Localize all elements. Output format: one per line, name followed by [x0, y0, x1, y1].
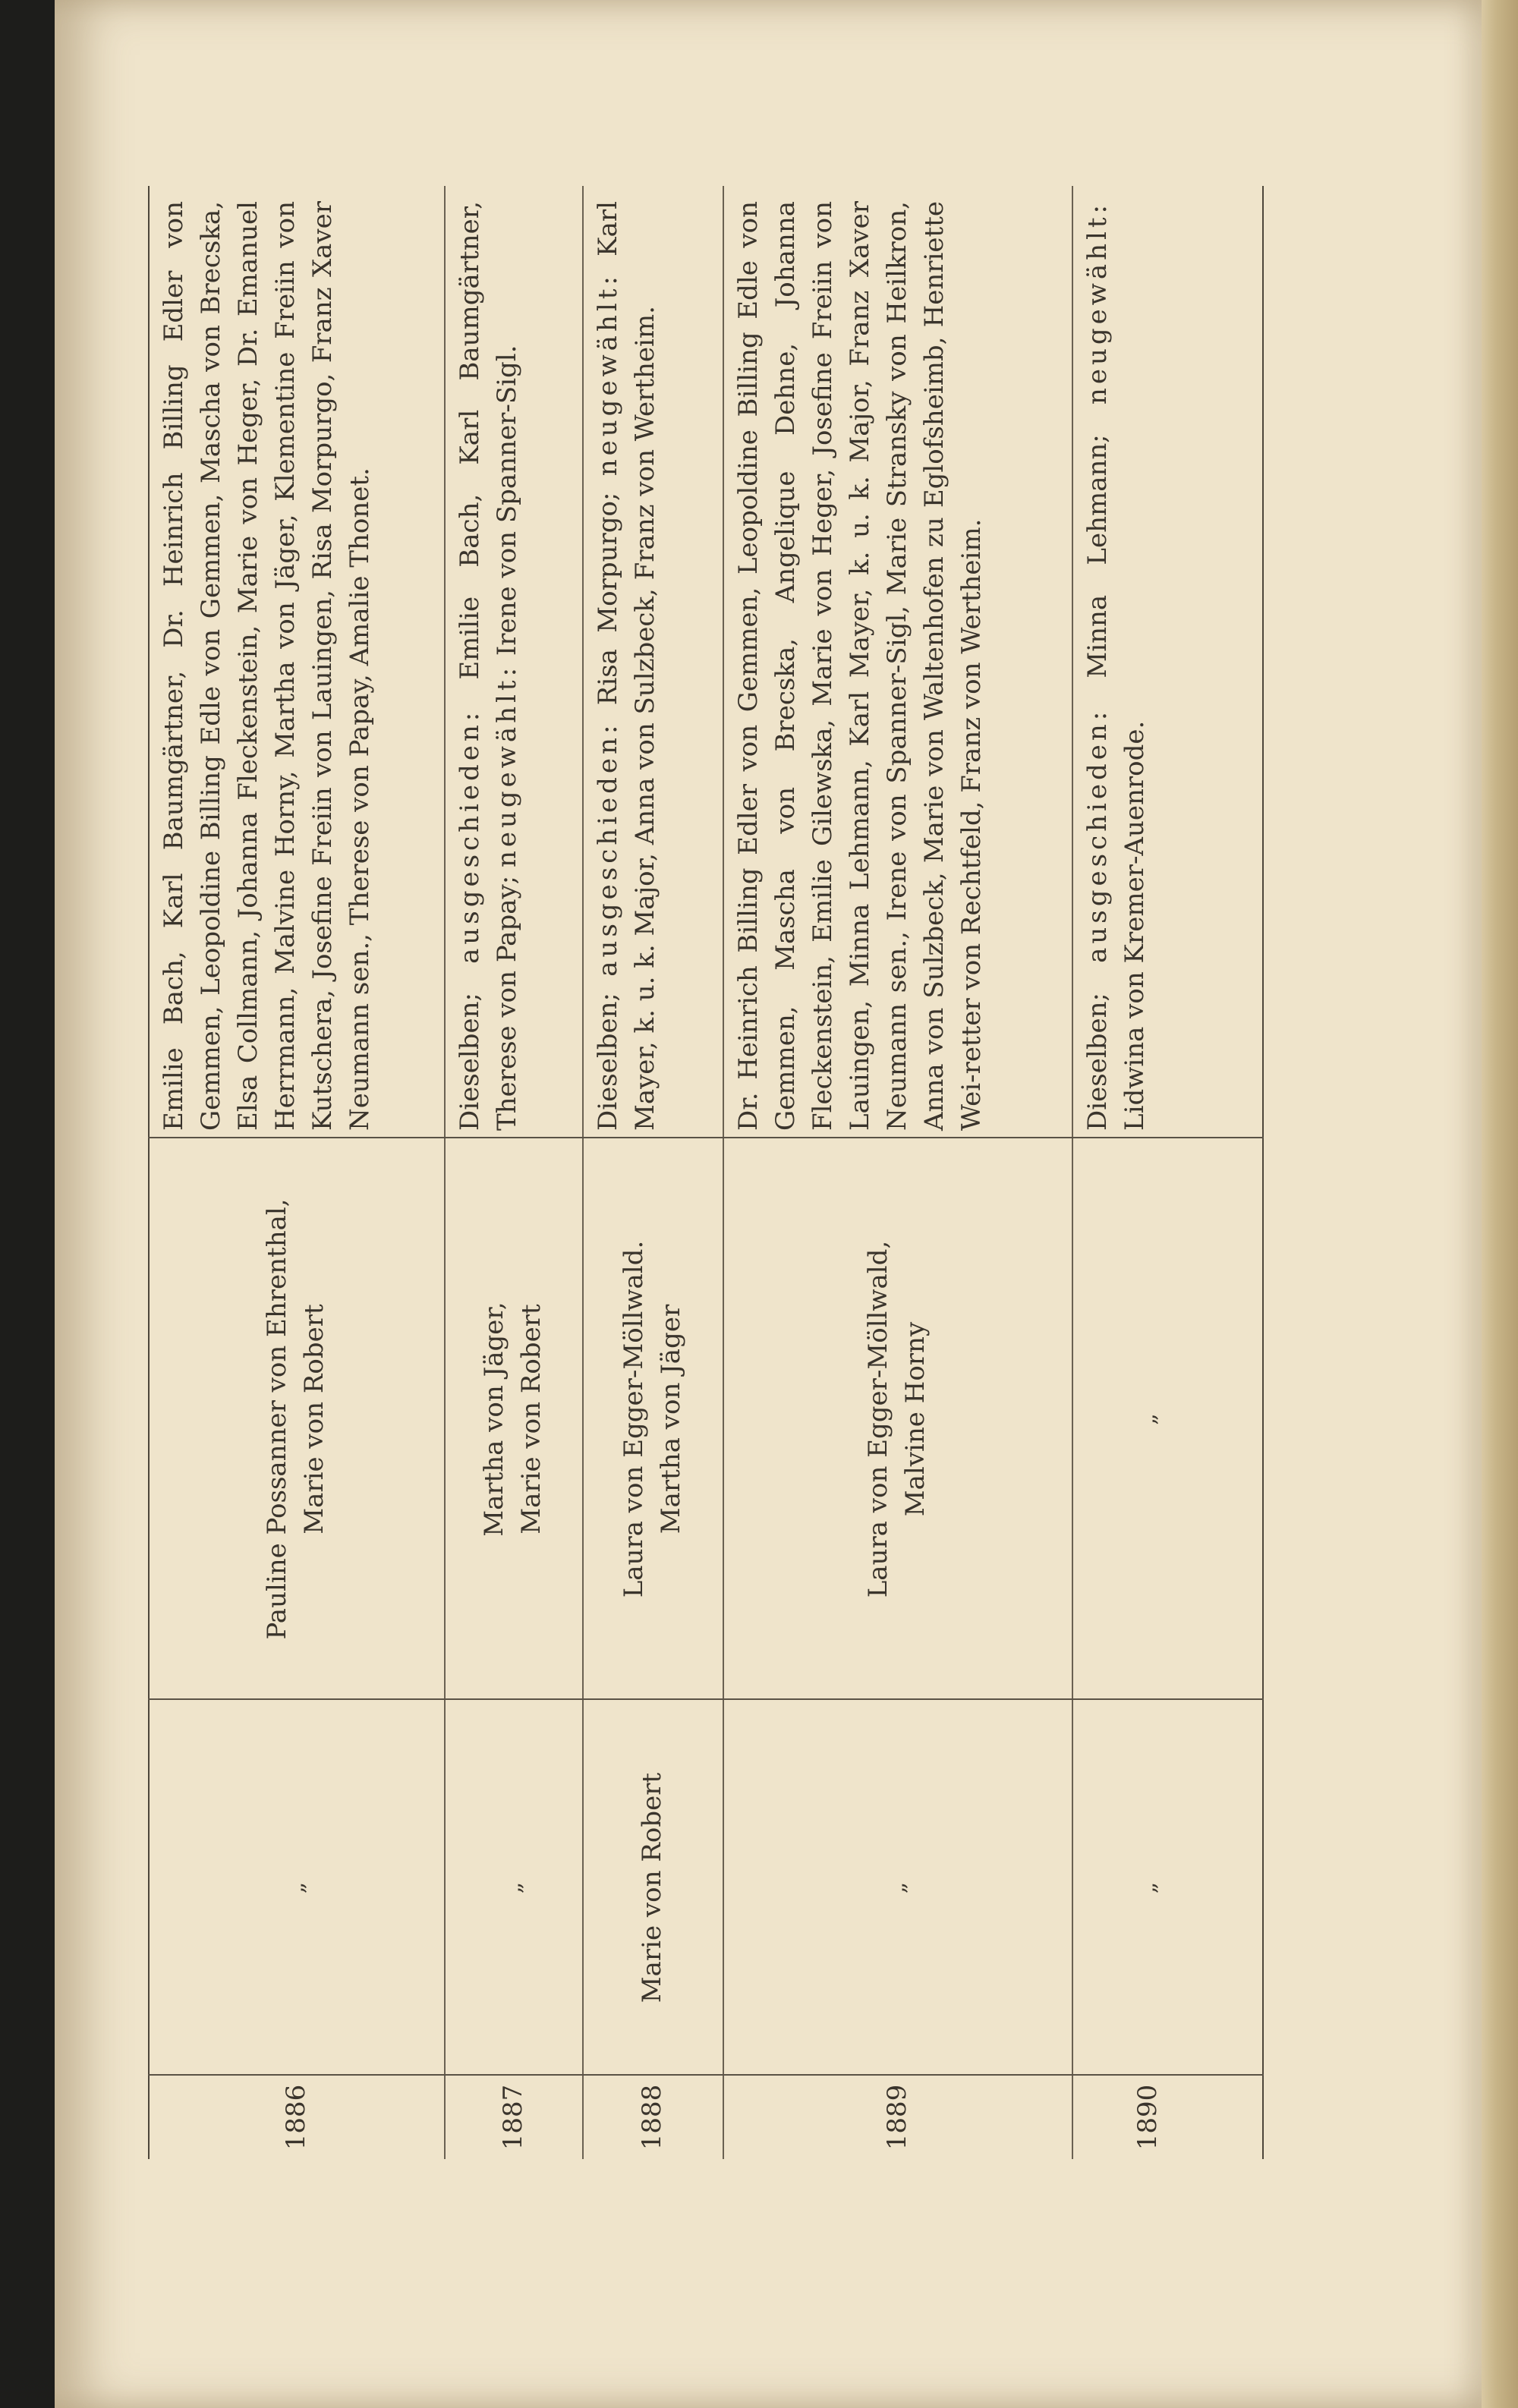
col-c-prefix: Dieselben;: [455, 993, 485, 1131]
col-a-cell: „: [282, 1881, 310, 1894]
col-b-cell: [723, 1138, 1072, 1700]
col-c-cell: [148, 186, 444, 1138]
table-row: [444, 186, 582, 2159]
page-edge: [1482, 0, 1518, 2408]
col-c-text2: Karl Mayer, k. u. k. Major, Anna von Sulzbeck, Franz von Wertheim.: [593, 201, 660, 1131]
col-c-text2: Lidwina von Kremer-Auenrode.: [1120, 720, 1150, 1131]
col-b-line: Malvine Horny: [900, 1321, 931, 1517]
col-c-text: Emilie Bach, Karl Baumgärtner, Therese von Papay;: [455, 200, 522, 1131]
col-c-cell: [723, 186, 1072, 1138]
col-c-prefix: Dieselben;: [1082, 993, 1113, 1131]
col-c-prefix: Dieselben;: [593, 993, 623, 1131]
col-c-spaced2: neugewählt:: [593, 272, 623, 477]
col-c-text2: Irene von Spanner-Sigl.: [492, 345, 522, 656]
rotated-table: [148, 186, 1264, 2159]
table-rule-bottom: [1262, 186, 1264, 2159]
table-row: [582, 186, 723, 2159]
col-c-spaced2: neugewählt:: [492, 663, 522, 868]
col-b-cell: [444, 1138, 582, 1700]
col-c-text: Minna Lehmann;: [1082, 434, 1113, 678]
col-b-line: Martha von Jäger,: [479, 1302, 509, 1537]
year-cell: 1890: [1132, 2084, 1163, 2151]
year-cell: 1887: [497, 2084, 528, 2151]
col-a-cell: „: [883, 1881, 911, 1894]
col-c-text: Risa Morpurgo;: [593, 492, 623, 706]
col-b-line: Marie von Robert: [516, 1304, 546, 1535]
col-c-spaced: ausgeschieden:: [1082, 707, 1113, 963]
col-b-cell: [148, 1138, 444, 1700]
year-cell: 1888: [637, 2084, 667, 2151]
col-c-cell: [444, 186, 582, 1138]
col-b-line: Pauline Possanner von Ehrenthal,: [262, 1198, 292, 1640]
col-c-spaced2: neugewählt:: [1082, 201, 1113, 405]
col-b-line: Laura von Egger-Möllwald,: [863, 1240, 893, 1598]
col-a-cell: Marie von Robert: [637, 1772, 667, 2004]
year-cell: 1889: [881, 2084, 912, 2151]
column-rule: [148, 2074, 1264, 2076]
table-row: [148, 186, 444, 2159]
col-c-text: Emilie Bach, Karl Baumgärtner, Dr. Heinrich Billing Edler von Gemmen, Leopoldine Billing Edle von Gemmen, Mascha von Brecska, Elsa Collmann, Johanna Fleckenstein, Marie von Heger, Dr. Emanuel Herrmann, Malvine Horny, Martha von Jäger, Klementine Freiin von Kutschera, Josefine Freiin von Lauingen, Risa Morpurgo, Franz Xaver Neumann sen., Therese von Papay, Amalie Thonet.: [159, 201, 375, 1131]
col-b-cell: [582, 1138, 723, 1700]
col-a-cell: „: [1134, 1881, 1161, 1894]
col-b-line: Martha von Jäger: [655, 1304, 686, 1535]
col-b-line: „: [1134, 1413, 1161, 1425]
column-rule: [148, 1698, 1264, 1700]
col-c-spaced: ausgeschieden:: [455, 708, 485, 964]
column-rule: [148, 1137, 1264, 1138]
table-row: [723, 186, 1072, 2159]
col-c-text: Dr. Heinrich Billing Edler von Gemmen, Leopoldine Billing Edle von Gemmen, Mascha von Brecska, Angelique Dehne, Johanna Fleckenstein, Emilie Gilewska, Marie von Heger, Josefine Freiin von Lauingen, Minna Lehmann, Karl Mayer, k. u. k. Major, Franz Xaver Neumann sen., Irene von Spanner-Sigl, Marie Stransky von Heilkron, Anna von Sulzbeck, Marie von Waltenhofen zu Eglofsheimb, Henriette Wei-retter von Rechtfeld, Franz von Wertheim.: [733, 201, 987, 1131]
col-b-line: Laura von Egger-Möllwald.: [618, 1240, 649, 1598]
col-c-cell: [1072, 186, 1224, 1138]
col-b-line: Marie von Robert: [299, 1304, 329, 1535]
col-c-spaced: ausgeschieden:: [593, 721, 623, 977]
col-c-cell: [582, 186, 723, 1138]
year-cell: 1886: [280, 2084, 311, 2151]
col-a-cell: „: [499, 1881, 527, 1894]
col-b-cell: [1072, 1138, 1224, 1700]
table-row: [1072, 186, 1224, 2159]
